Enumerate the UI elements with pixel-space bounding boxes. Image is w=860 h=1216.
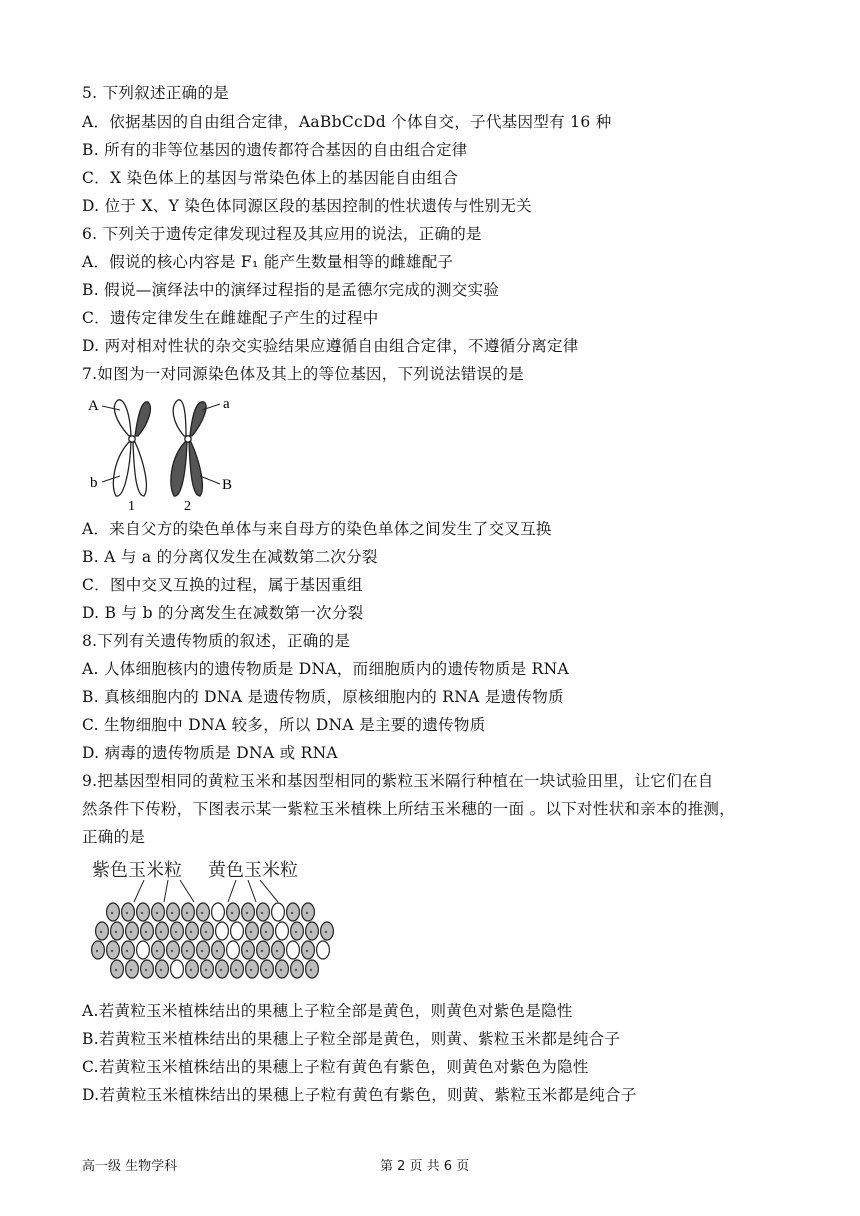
q6-option-c: C．遗传定律发生在雌雄配子产生的过程中: [82, 309, 379, 327]
purple-kernel: [291, 960, 304, 978]
chromosome-number-2: 2: [184, 499, 191, 514]
corn-kernels: [92, 903, 334, 978]
kernel-speckle: [186, 950, 188, 952]
q9-stem-line-2: 然条件下传粉，下图表示某一紫粒玉米植株上所结玉米穗的一面 。以下对性状和亲本的推测，: [82, 800, 736, 818]
kernel-speckle: [160, 969, 162, 971]
kernel-speckle: [126, 950, 128, 952]
kernel-speckle: [265, 931, 267, 933]
purple-kernel: [246, 922, 259, 940]
q8-option-d: D. 病毒的遗传物质是 DNA 或 RNA: [82, 744, 338, 762]
q8-option-c: C. 生物细胞中 DNA 较多，所以 DNA 是主要的遗传物质: [82, 716, 486, 734]
yellow-kernel: [227, 941, 240, 959]
purple-kernel: [201, 960, 214, 978]
yellow-kernel: [212, 903, 225, 921]
q7-option-a: A．来自父方的染色单体与来自母方的染色单体之间发生了交叉互换: [82, 520, 552, 538]
purple-kernel: [122, 903, 135, 921]
purple-kernel: [96, 922, 109, 940]
kernel-speckle: [130, 931, 132, 933]
kernel-speckle: [231, 912, 233, 914]
kernel-speckle: [115, 931, 117, 933]
purple-kernel: [272, 941, 285, 959]
yellow-kernel: [276, 922, 289, 940]
purple-kernel: [231, 960, 244, 978]
q8-option-b: B. 真核细胞内的 DNA 是遗传物质，原核细胞内的 RNA 是遗传物质: [82, 688, 564, 706]
kernel-speckle: [145, 931, 147, 933]
kernel-speckle: [201, 912, 203, 914]
kernel-speckle: [261, 912, 263, 914]
purple-kernel: [242, 903, 255, 921]
kernel-speckle: [265, 969, 267, 971]
q5-option-d: D. 位于 X、Y 染色体同源区段的基因控制的性状遗传与性别无关: [82, 197, 532, 215]
purple-kernel: [186, 922, 199, 940]
kernel-speckle: [186, 912, 188, 914]
kernel-speckle: [250, 931, 252, 933]
kernel-speckle: [156, 912, 158, 914]
yellow-kernel: [287, 941, 300, 959]
kernel-speckle: [130, 969, 132, 971]
kernel-speckle: [250, 969, 252, 971]
kernel-speckle: [156, 950, 158, 952]
purple-kernel: [141, 960, 154, 978]
q7-option-b: B. A 与 a 的分离仅发生在减数第二次分裂: [82, 548, 378, 566]
purple-kernel: [156, 922, 169, 940]
q9-stem-line-1: 9.把基因型相同的黄粒玉米和基因型相同的紫粒玉米隔行种植在一块试验田里，让它们在自: [82, 772, 714, 790]
kernel-speckle: [310, 931, 312, 933]
purple-kernel: [246, 960, 259, 978]
purple-kernel: [321, 922, 334, 940]
purple-kernel: [182, 903, 195, 921]
kernel-speckle: [291, 912, 293, 914]
kernel-speckle: [111, 950, 113, 952]
purple-kernel: [201, 922, 214, 940]
footer-page-number: 第 2 页 共 6 页: [380, 1159, 470, 1174]
purple-kernel: [261, 922, 274, 940]
kernel-speckle: [306, 950, 308, 952]
q8-stem: 8.下列有关遗传物质的叙述，正确的是: [82, 632, 351, 650]
purple-kernel: [126, 960, 139, 978]
purple-kernel: [152, 903, 165, 921]
gene-label-A: A: [88, 398, 99, 414]
kernel-speckle: [246, 950, 248, 952]
purple-kernel: [197, 941, 210, 959]
purple-kernel: [287, 903, 300, 921]
chromosome-1: [113, 400, 150, 496]
purple-kernel: [126, 922, 139, 940]
kernel-speckle: [310, 969, 312, 971]
kernel-speckle: [171, 912, 173, 914]
kernel-speckle: [220, 969, 222, 971]
homologous-chromosomes-figure: [86, 392, 246, 514]
purple-kernel: [111, 960, 124, 978]
yellow-kernel: [231, 922, 244, 940]
purple-kernel: [107, 941, 120, 959]
purple-kernel: [216, 960, 229, 978]
purple-kernel: [302, 903, 315, 921]
purple-kernel: [167, 941, 180, 959]
kernel-speckle: [145, 969, 147, 971]
kernel-speckle: [201, 950, 203, 952]
yellow-kernel: [137, 941, 150, 959]
kernel-speckle: [205, 969, 207, 971]
q5-option-c: C．X 染色体上的基因与常染色体上的基因能自由组合: [82, 169, 459, 187]
purple-kernel: [242, 941, 255, 959]
yellow-kernel-label: 黄色玉米粒: [208, 860, 298, 881]
q9-option-b: B.若黄粒玉米植株结出的果穗上子粒全部是黄色，则黄、紫粒玉米都是纯合子: [82, 1030, 621, 1048]
purple-kernel: [167, 903, 180, 921]
yellow-kernel: [216, 922, 229, 940]
q6-stem: 6. 下列关于遗传定律发现过程及其应用的说法，正确的是: [82, 225, 482, 243]
purple-kernel: [182, 941, 195, 959]
kernel-speckle: [171, 950, 173, 952]
purple-kernel: [111, 922, 124, 940]
q6-option-a: A．假说的核心内容是 F₁ 能产生数量相等的雌雄配子: [82, 253, 454, 271]
kernel-speckle: [100, 931, 102, 933]
yellow-kernel: [272, 903, 285, 921]
q5-option-b: B. 所有的非等位基因的遗传都符合基因的自由组合定律: [82, 141, 468, 159]
kernel-speckle: [280, 969, 282, 971]
purple-kernel: [212, 941, 225, 959]
kernel-speckle: [295, 969, 297, 971]
purple-kernel: [186, 960, 199, 978]
kernel-speckle: [246, 912, 248, 914]
purple-kernel: [137, 903, 150, 921]
q7-option-c: C．图中交叉互换的过程，属于基因重组: [82, 576, 363, 594]
kernel-speckle: [216, 950, 218, 952]
yellow-kernel: [171, 960, 184, 978]
kernel-speckle: [96, 950, 98, 952]
kernel-speckle: [235, 969, 237, 971]
purple-kernel: [306, 960, 319, 978]
q7-stem: 7.如图为一对同源染色体及其上的等位基因，下列说法错误的是: [82, 365, 524, 383]
q5-option-a: A．依据基因的自由组合定律，AaBbCcDd 个体自交，子代基因型有 16 种: [82, 113, 612, 131]
kernel-speckle: [306, 912, 308, 914]
purple-kernel: [306, 922, 319, 940]
kernel-speckle: [276, 950, 278, 952]
kernel-speckle: [295, 931, 297, 933]
purple-kernel: [141, 922, 154, 940]
q6-option-b: B. 假说—演绎法中的演绎过程指的是孟德尔完成的测交实验: [82, 281, 500, 299]
purple-kernel: [302, 941, 315, 959]
q6-option-d: D. 两对相对性状的杂交实验结果应遵循自由组合定律，不遵循分离定律: [82, 337, 579, 355]
yellow-kernel: [317, 941, 330, 959]
purple-kernel: [227, 903, 240, 921]
label-pointers: [134, 880, 278, 902]
kernel-speckle: [126, 912, 128, 914]
chromosome-number-1: 1: [128, 499, 135, 514]
kernel-speckle: [205, 931, 207, 933]
chromosome-2: [171, 400, 206, 496]
kernel-speckle: [190, 931, 192, 933]
purple-kernel: [122, 941, 135, 959]
kernel-speckle: [261, 950, 263, 952]
gene-label-a: a: [223, 396, 230, 412]
q5-stem: 5. 下列叙述正确的是: [82, 84, 230, 102]
purple-kernel-label: 紫色玉米粒: [92, 860, 182, 881]
q9-option-c: C.若黄粒玉米植株结出的果穗上子粒有黄色有紫色，则黄色对紫色为隐性: [82, 1058, 589, 1076]
purple-kernel: [291, 922, 304, 940]
purple-kernel: [261, 960, 274, 978]
kernel-speckle: [325, 931, 327, 933]
kernel-speckle: [175, 931, 177, 933]
purple-kernel: [107, 903, 120, 921]
kernel-speckle: [115, 969, 117, 971]
purple-kernel: [257, 903, 270, 921]
q8-option-a: A. 人体细胞核内的遗传物质是 DNA，而细胞质内的遗传物质是 RNA: [82, 660, 570, 678]
gene-label-b: b: [90, 475, 98, 491]
kernel-speckle: [141, 912, 143, 914]
kernel-speckle: [190, 969, 192, 971]
footer-subject: 高一级 生物学科: [82, 1159, 178, 1174]
gene-label-B: B: [222, 477, 233, 493]
purple-kernel: [152, 941, 165, 959]
q9-option-d: D.若黄粒玉米植株结出的果穗上子粒有黄色有紫色，则黄、紫粒玉米都是纯合子: [82, 1086, 637, 1104]
purple-kernel: [257, 941, 270, 959]
purple-kernel: [92, 941, 105, 959]
purple-kernel: [156, 960, 169, 978]
q7-option-d: D. B 与 b 的分离发生在减数第一次分裂: [82, 604, 364, 622]
corn-ear-figure: [82, 880, 342, 988]
purple-kernel: [171, 922, 184, 940]
q9-option-a: A.若黄粒玉米植株结出的果穗上子粒全部是黄色，则黄色对紫色是隐性: [82, 1002, 573, 1020]
kernel-speckle: [111, 912, 113, 914]
q9-stem-line-3: 正确的是: [82, 828, 146, 846]
purple-kernel: [197, 903, 210, 921]
purple-kernel: [276, 960, 289, 978]
kernel-speckle: [160, 931, 162, 933]
